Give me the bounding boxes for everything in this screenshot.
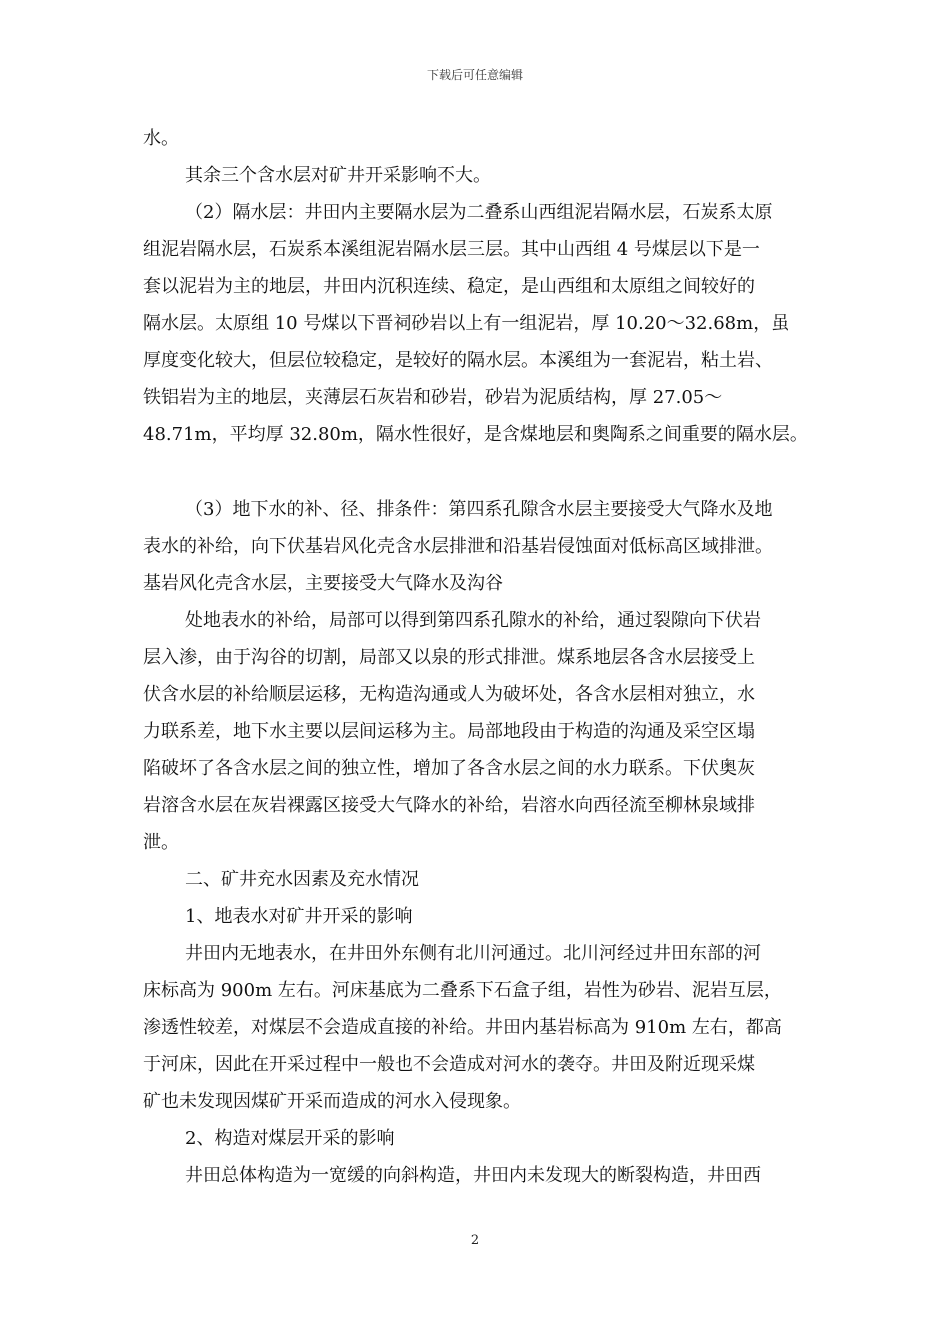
section-heading: 二、矿井充水因素及充水情况 [185,869,419,890]
text-line: 组泥岩隔水层，石炭系本溪组泥岩隔水层三层。其中山西组 4 号煤层以下是一 [143,239,760,260]
page-number: 2 [470,1233,480,1248]
text-line: 铁铝岩为主的地层，夹薄层石灰岩和砂岩，砂岩为泥质结构，厚 27.05～ [143,387,723,408]
text-line: 泄。 [143,832,179,853]
subsection-heading: 2、构造对煤层开采的影响 [185,1128,395,1149]
text-line: 表水的补给，向下伏基岩风化壳含水层排泄和沿基岩侵蚀面对低标高区域排泄。 [143,536,773,557]
text-line: 水。 [143,128,179,149]
text-line: 厚度变化较大，但层位较稳定，是较好的隔水层。本溪组为一套泥岩，粘土岩、 [143,350,773,371]
text-line: 床标高为 900m 左右。河床基底为二叠系下石盒子组，岩性为砂岩、泥岩互层， [143,980,782,1001]
page-header: 下载后可任意编辑 [426,68,523,82]
text-line: 力联系差，地下水主要以层间运移为主。局部地段由于构造的沟通及采空区塌 [143,721,755,742]
paragraph-line: （3）地下水的补、径、排条件：第四系孔隙含水层主要接受大气降水及地 [185,499,773,520]
text-line: 伏含水层的补给顺层运移，无构造沟通或人为破坏处，各含水层相对独立，水 [143,684,755,705]
paragraph-line: 井田总体构造为一宽缓的向斜构造，井田内未发现大的断裂构造，井田西 [185,1165,761,1186]
text-line: 层入渗，由于沟谷的切割，局部又以泉的形式排泄。煤系地层各含水层接受上 [143,647,755,668]
paragraph-line: （2）隔水层：井田内主要隔水层为二叠系山西组泥岩隔水层，石炭系太原 [185,202,773,223]
text-line: 基岩风化壳含水层，主要接受大气降水及沟谷 [143,573,503,594]
text-line: 岩溶含水层在灰岩裸露区接受大气降水的补给，岩溶水向西径流至柳林泉域排 [143,795,755,816]
text-line: 48.71m，平均厚 32.80m，隔水性很好，是含煤地层和奥陶系之间重要的隔水层。 [143,424,808,445]
paragraph-line: 其余三个含水层对矿井开采影响不大。 [185,165,491,186]
subsection-heading: 1、地表水对矿井开采的影响 [185,906,413,927]
text-line: 渗透性较差，对煤层不会造成直接的补给。井田内基岩标高为 910m 左右，都高 [143,1017,782,1038]
text-line: 于河床，因此在开采过程中一般也不会造成对河水的袭夺。井田及附近现采煤 [143,1054,755,1075]
text-line: 套以泥岩为主的地层，井田内沉积连续、稳定，是山西组和太原组之间较好的 [143,276,755,297]
text-line: 矿也未发现因煤矿开采而造成的河水入侵现象。 [143,1091,521,1112]
text-line: 隔水层。太原组 10 号煤以下晋祠砂岩以上有一组泥岩，厚 10.20～32.68m，虽 [143,313,790,334]
paragraph-line: 井田内无地表水，在井田外东侧有北川河通过。北川河经过井田东部的河 [185,943,761,964]
text-line: 陷破坏了各含水层之间的独立性，增加了各含水层之间的水力联系。下伏奥灰 [143,758,755,779]
paragraph-line: 处地表水的补给，局部可以得到第四系孔隙水的补给，通过裂隙向下伏岩 [185,610,761,631]
